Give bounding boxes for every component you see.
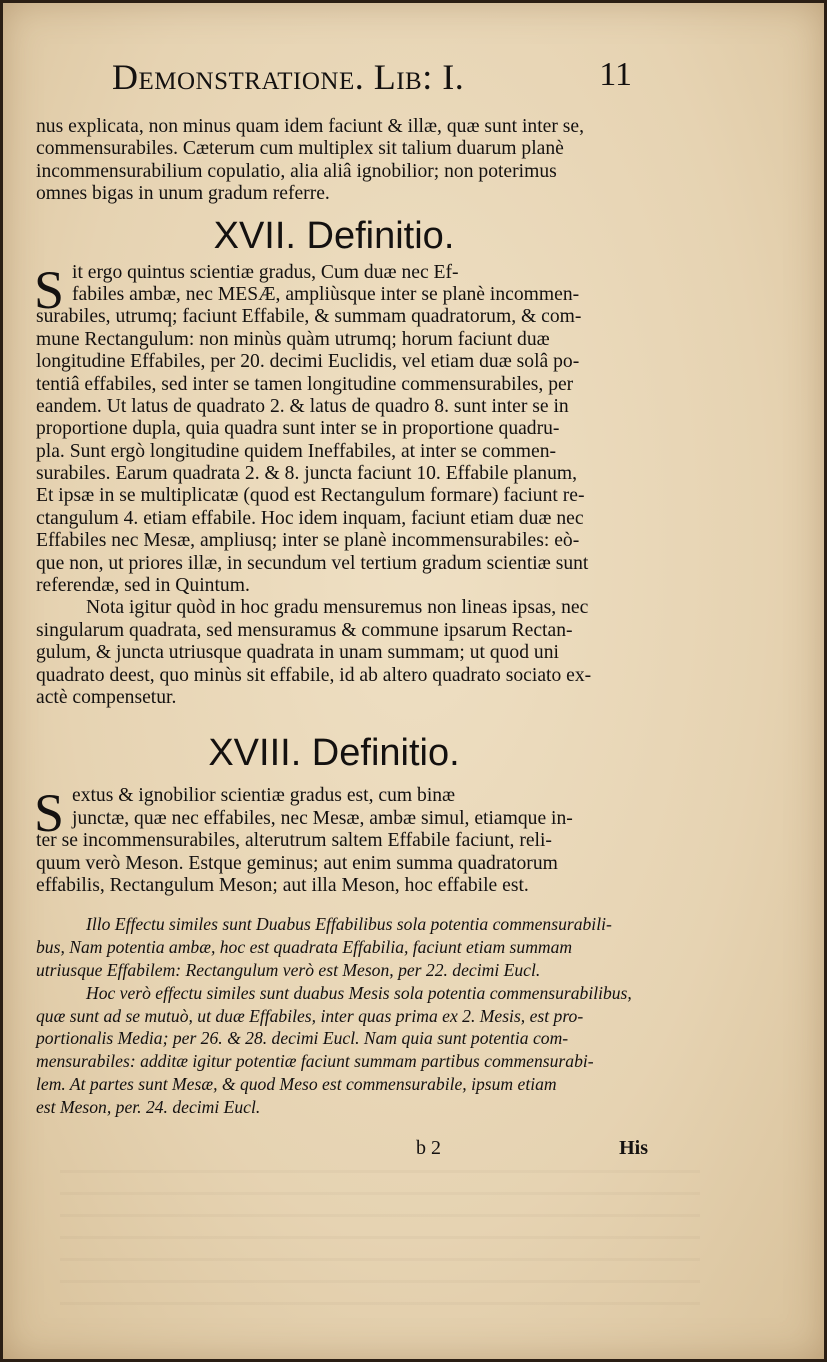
text-line: fabiles ambæ, nec MESÆ, ampliùsque inter se planè incommen- bbox=[72, 283, 580, 305]
nota-paragraph bbox=[36, 597, 632, 709]
text-line: Illo Effectu similes sunt Duabus Effabilibus sola potentia commensurabili- bbox=[86, 914, 612, 935]
text-line: nus explicata, non minus quam idem faciunt & illæ, quæ sunt inter se, bbox=[36, 116, 585, 137]
text-line: lem. At partes sunt Mesæ, & quod Meso est commensurabile, ipsum etiam bbox=[36, 1073, 557, 1094]
text-line: longitudine Effabiles, per 20. decimi Euclidis, vel etiam duæ solâ po- bbox=[36, 351, 580, 373]
text-line: surabiles, utrumq; faciunt Effabile, & summam quadratorum, & com- bbox=[36, 306, 582, 328]
text-line: ter se incommensurabiles, alterutrum saltem Effabile faciunt, reli- bbox=[36, 830, 552, 852]
text-line: proportione dupla, quia quadra sunt inter se in proportione quadru- bbox=[36, 418, 560, 440]
catchword: His bbox=[619, 1137, 648, 1159]
definition-17-paragraph bbox=[34, 259, 632, 598]
text-line: gulum, & juncta utriusque quadrata in unam summam; ut quod uni bbox=[36, 642, 559, 664]
definition-18-paragraph bbox=[36, 785, 632, 897]
text-line: incommensurabilium copulatio, alia aliâ ignobilior; non poterimus bbox=[36, 160, 557, 182]
page-body bbox=[36, 116, 632, 1119]
text-line: utriusque Effabilem: Rectangulum verò est Meson, per 22. decimi Eucl. bbox=[36, 959, 541, 980]
text-line: singularum quadrata, sed mensuramus & commune ipsarum Rectan- bbox=[36, 619, 573, 641]
text-line: portionalis Media; per 26. & 28. decimi Eucl. Nam quia sunt potentia com- bbox=[36, 1028, 569, 1049]
text-line: ctangulum 4. etiam effabile. Hoc idem inquam, faciunt etiam duæ nec bbox=[36, 507, 584, 529]
drop-capital: S bbox=[34, 259, 65, 320]
text-line: bus, Nam potentia ambæ, hoc est quadrata Effabilia, faciunt etiam summam bbox=[36, 937, 573, 958]
text-line: tentiâ effabiles, sed inter se tamen longitudine commensurabiles, per bbox=[36, 373, 574, 395]
commentary-paragraph bbox=[36, 913, 632, 1118]
text-line: mune Rectangulum: non minùs quàm utrumq; horum faciunt duæ bbox=[36, 328, 550, 350]
text-line: quum verò Meson. Estque geminus; aut enim summa quadratorum bbox=[36, 852, 558, 874]
text-line: omnes bigas in unum gradum referre. bbox=[36, 183, 330, 205]
text-line: Hoc verò effectu similes sunt duabus Mesis sola potentia commensurabilibus, bbox=[86, 982, 632, 1003]
text-line: surabiles. Earum quadrata 2. & 8. juncta faciunt 10. Effabile planum, bbox=[36, 463, 578, 485]
page-header bbox=[112, 56, 632, 106]
text-line: quadrato deest, quo minùs sit effabile, id ab altero quadrato sociato ex- bbox=[36, 664, 592, 686]
text-line: extus & ignobilior scientiæ gradus est, cum binæ bbox=[72, 785, 456, 807]
text-line: pla. Sunt ergò longitudine quidem Ineffabiles, at inter se commen- bbox=[36, 440, 557, 462]
text-line: quæ sunt ad se mutuò, ut duæ Effabiles, inter quas prima ex 2. Mesis, est pro- bbox=[36, 1005, 584, 1026]
running-title: Demonstratione. Lib: I. bbox=[112, 57, 465, 97]
page-number: 11 bbox=[599, 56, 632, 93]
text-line: it ergo quintus scientiæ gradus, Cum duæ nec Ef- bbox=[72, 261, 459, 283]
intro-paragraph bbox=[36, 116, 632, 206]
text-line: Et ipsæ in se multiplicatæ (quod est Rectangulum formare) faciunt re- bbox=[36, 485, 585, 507]
text-line: est Meson, per. 24. decimi Eucl. bbox=[36, 1096, 261, 1117]
text-line: commensurabiles. Cæterum cum multiplex sit talium duarum planè bbox=[36, 138, 564, 160]
text-line: Nota igitur quòd in hoc gradu mensuremus non lineas ipsas, nec bbox=[86, 597, 589, 619]
definition-18-heading: XVIII. Definitio. bbox=[208, 732, 460, 775]
text-line: mensurabiles: additæ igitur potentiæ faciunt summam partibus commensurabi- bbox=[36, 1051, 594, 1072]
text-line: actè compensetur. bbox=[36, 686, 177, 708]
drop-capital: S bbox=[34, 783, 65, 844]
text-line: Effabiles nec Mesæ, ampliusq; inter se planè incommensurabiles: eò- bbox=[36, 530, 580, 552]
definition-17-heading: XVII. Definitio. bbox=[213, 214, 455, 257]
signature-mark: b 2 bbox=[416, 1137, 441, 1159]
text-line: effabilis, Rectangulum Meson; aut illa Meson, hoc effabile est. bbox=[36, 874, 529, 896]
show-through-texture bbox=[60, 1170, 700, 1320]
text-line: referendæ, sed in Quintum. bbox=[36, 575, 250, 597]
text-line: eandem. Ut latus de quadrato 2. & latus de quadro 8. sunt inter se in bbox=[36, 395, 569, 417]
text-line: que non, ut priores illæ, in secundum vel tertium gradum scientiæ sunt bbox=[36, 552, 589, 574]
page-footer bbox=[36, 1137, 648, 1161]
text-line: junctæ, quæ nec effabiles, nec Mesæ, ambæ simul, etiamque in- bbox=[72, 807, 573, 829]
